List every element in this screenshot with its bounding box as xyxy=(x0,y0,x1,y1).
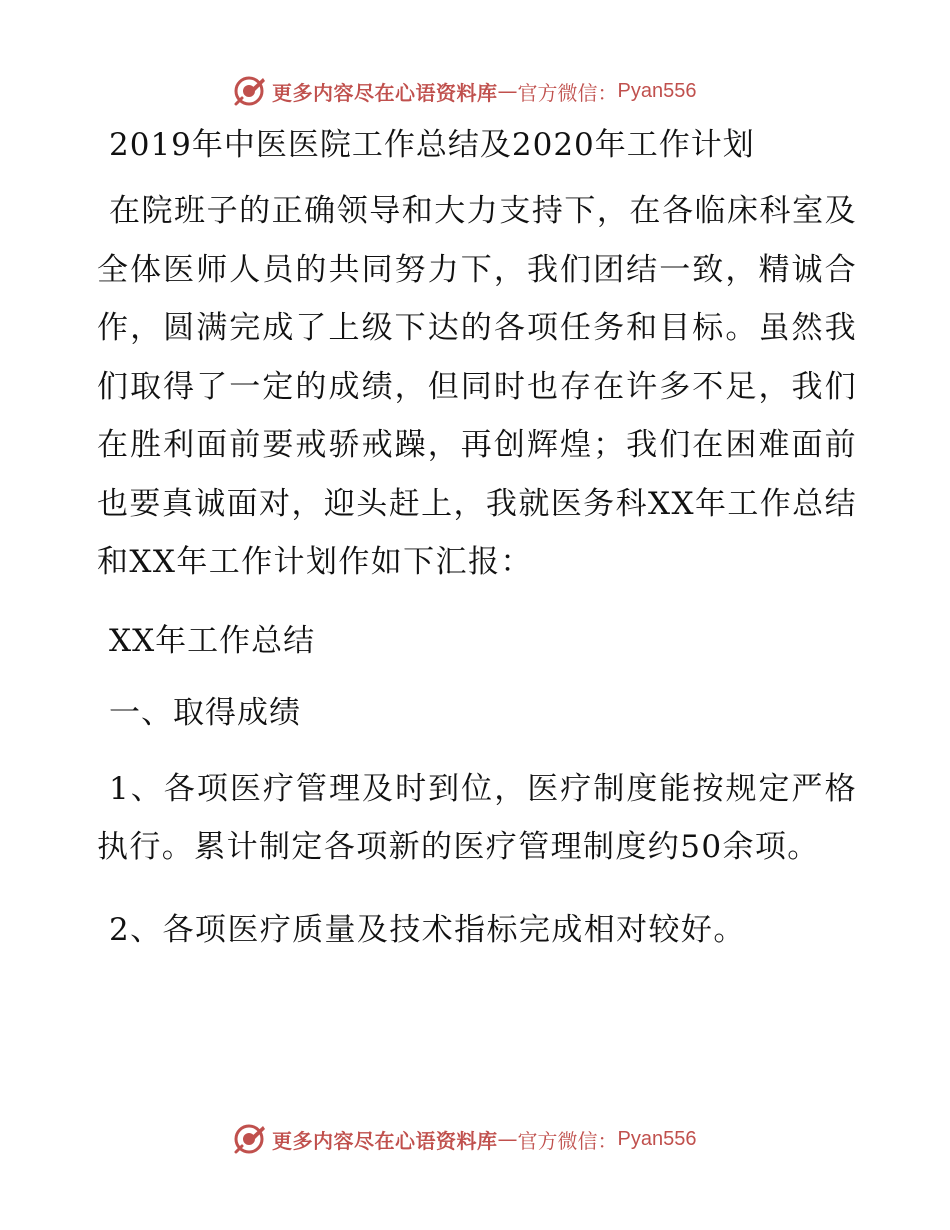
intro-paragraph: 在院班子的正确领导和大力支持下，在各临床科室及全体医师人员的共同努力下，我们团结一致，精诚合作，圆满完成了上级下达的各项任务和目标。虽然我们取得了一定的成绩，但同时也存在许多不足，我们在胜利面前要戒骄戒躁，再创辉煌；我们在困难面前也要真诚面对，迎头赶上，我就医务科XX年工作总结和XX年工作计划作如下汇报： xyxy=(97,193,857,580)
header-banner xyxy=(232,74,696,108)
document-body xyxy=(97,122,857,959)
banner-site-text: 更多内容尽在心语资料库 xyxy=(272,80,498,105)
subsection-heading: 一、取得成绩 xyxy=(109,694,301,731)
banner-wechat-id: Pyan556 xyxy=(617,1127,697,1150)
list-item-1: 1、各项医疗管理及时到位，医疗制度能按规定严格执行。累计制定各项新的医疗管理制度约50余项。 xyxy=(97,770,857,865)
banner-dash: — xyxy=(497,1127,518,1151)
banner-wechat-id: Pyan556 xyxy=(617,79,697,102)
pen-nib-logo-icon xyxy=(232,1122,266,1156)
banner-wechat-label: 官方微信： xyxy=(517,1128,618,1153)
pen-nib-logo-icon xyxy=(232,74,266,108)
section-heading: XX年工作总结 xyxy=(109,622,316,659)
footer-banner xyxy=(232,1122,696,1156)
banner-site-text: 更多内容尽在心语资料库 xyxy=(272,1128,498,1153)
list-item-2: 2、各项医疗质量及技术指标完成相对较好。 xyxy=(109,911,746,948)
document-title: 2019年中医医院工作总结及2020年工作计划 xyxy=(109,127,755,163)
banner-dash: — xyxy=(497,79,518,103)
banner-wechat-label: 官方微信： xyxy=(517,80,618,105)
